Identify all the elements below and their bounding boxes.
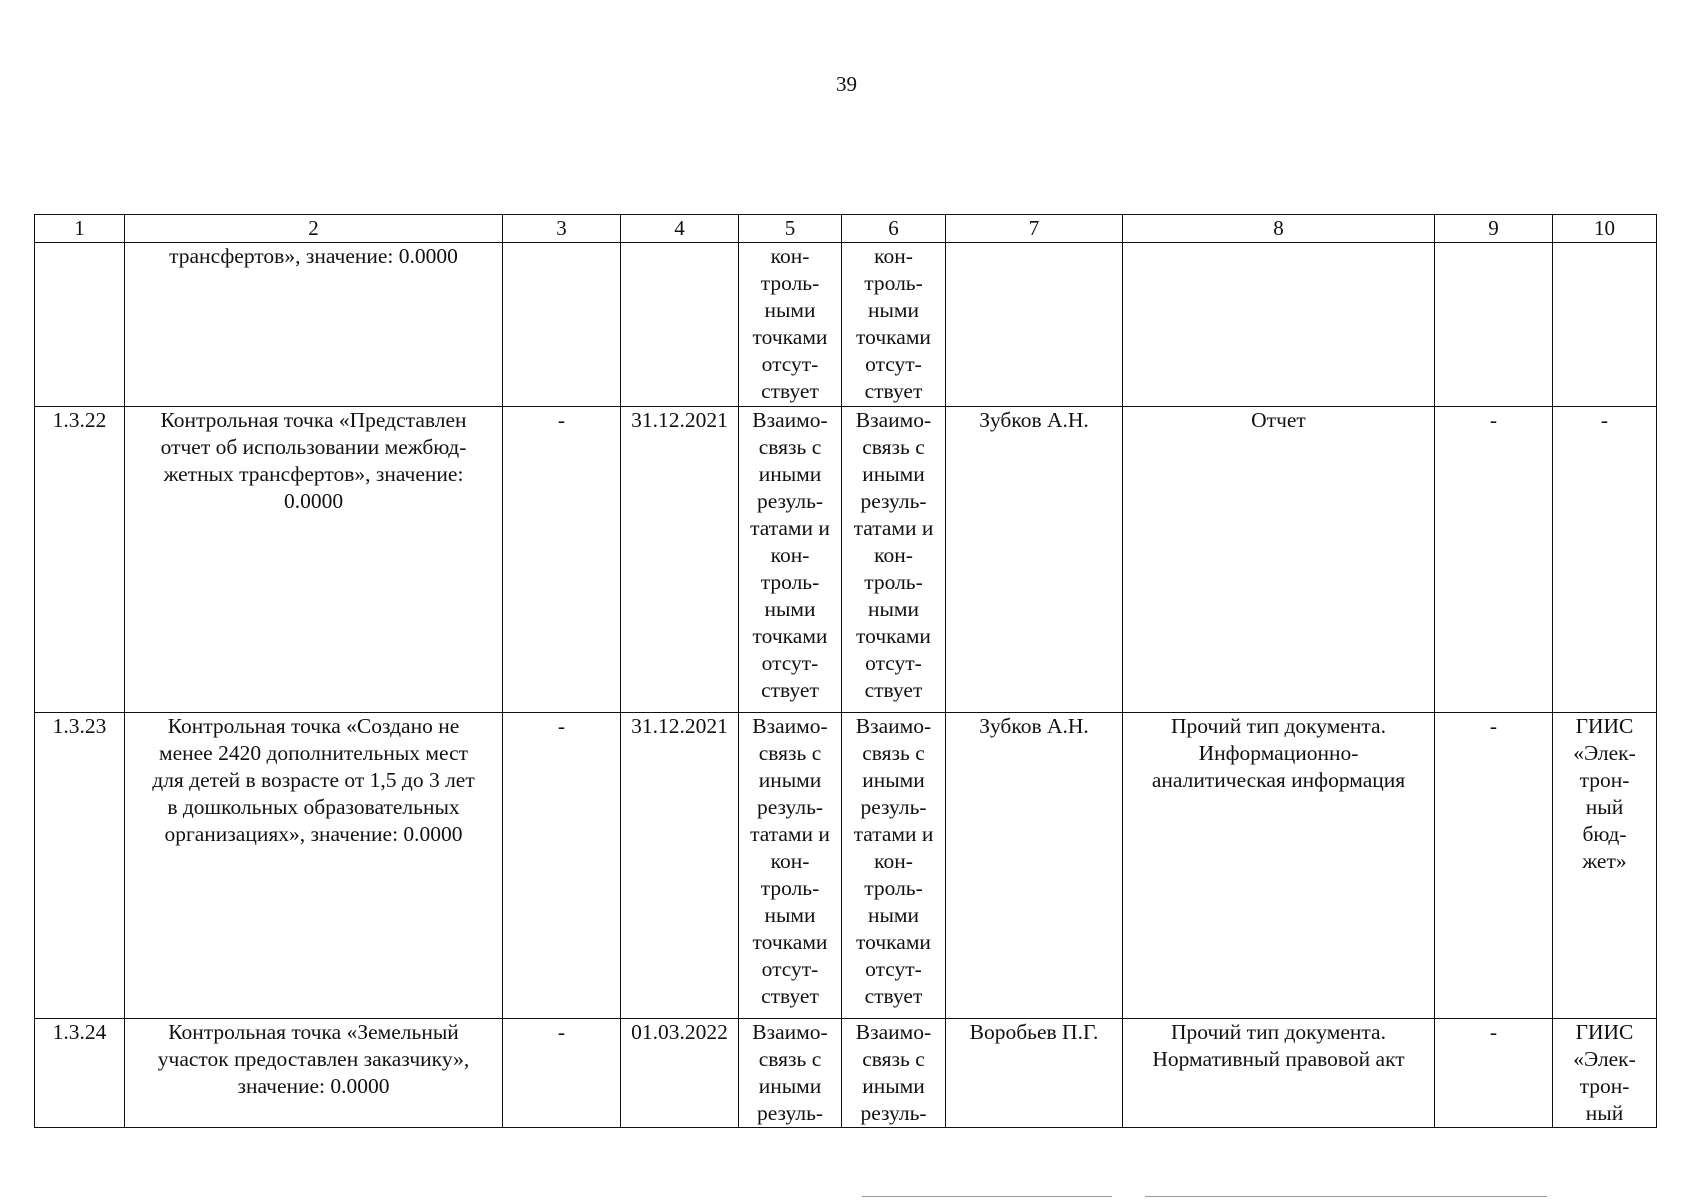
document-type: Прочий тип документа. Нормативный правовой акт	[1123, 1019, 1435, 1128]
column-header: 9	[1435, 215, 1553, 243]
scan-artifact-line	[862, 1196, 1112, 1197]
cell-col-9	[1435, 243, 1553, 407]
cell-col-9: -	[1435, 407, 1553, 713]
column-header: 5	[739, 215, 842, 243]
cell-col-6: Взаимо- связь с иными резуль- татами и кон- троль- ными точками отсут- ствует	[842, 713, 946, 1019]
column-header: 2	[125, 215, 503, 243]
control-point-name: трансфертов», значение: 0.0000	[125, 243, 503, 407]
responsible-person: Зубков А.Н.	[946, 407, 1123, 713]
table-row	[35, 1019, 1657, 1128]
cell-col-3: -	[503, 1019, 621, 1128]
table-row	[35, 713, 1657, 1019]
responsible-person: Воробьев П.Г.	[946, 1019, 1123, 1128]
cell-col-6: Взаимо- связь с иными резуль- татами и кон- троль- ными точками отсут- ствует	[842, 407, 946, 713]
row-number: 1.3.22	[35, 407, 125, 713]
control-point-name: Контрольная точка «Создано не менее 2420 дополнительных мест для детей в возрасте от 1,5 до 3 лет в дошкольных образовательных организациях», значение: 0.0000	[125, 713, 503, 1019]
cell-col-6: Взаимо- связь с иными резуль-	[842, 1019, 946, 1128]
due-date: 01.03.2022	[621, 1019, 739, 1128]
document-type: Прочий тип документа. Информационно- аналитическая информация	[1123, 713, 1435, 1019]
control-point-name: Контрольная точка «Земельный участок предоставлен заказчику», значение: 0.0000	[125, 1019, 503, 1128]
document-type: Отчет	[1123, 407, 1435, 713]
information-system: -	[1553, 407, 1657, 713]
due-date	[621, 243, 739, 407]
cell-col-5: Взаимо- связь с иными резуль- татами и кон- троль- ными точками отсут- ствует	[739, 713, 842, 1019]
control-points-table	[34, 214, 1657, 1128]
row-number	[35, 243, 125, 407]
column-number-row	[35, 215, 1657, 243]
table-row	[35, 407, 1657, 713]
cell-col-3: -	[503, 713, 621, 1019]
column-header: 1	[35, 215, 125, 243]
cell-col-5: Взаимо- связь с иными резуль-	[739, 1019, 842, 1128]
due-date: 31.12.2021	[621, 407, 739, 713]
scan-artifact-line	[1145, 1196, 1547, 1197]
document-type	[1123, 243, 1435, 407]
information-system: ГИИС «Элек- трон- ный	[1553, 1019, 1657, 1128]
column-header: 10	[1553, 215, 1657, 243]
row-number: 1.3.24	[35, 1019, 125, 1128]
information-system: ГИИС «Элек- трон- ный бюд- жет»	[1553, 713, 1657, 1019]
cell-col-5: Взаимо- связь с иными резуль- татами и кон- троль- ными точками отсут- ствует	[739, 407, 842, 713]
responsible-person	[946, 243, 1123, 407]
column-header: 6	[842, 215, 946, 243]
cell-col-9: -	[1435, 1019, 1553, 1128]
column-header: 7	[946, 215, 1123, 243]
information-system	[1553, 243, 1657, 407]
column-header: 4	[621, 215, 739, 243]
row-number: 1.3.23	[35, 713, 125, 1019]
table-row	[35, 243, 1657, 407]
control-point-name: Контрольная точка «Представлен отчет об использовании межбюд- жетных трансфертов», значение: 0.0000	[125, 407, 503, 713]
cell-col-5: кон- троль- ными точками отсут- ствует	[739, 243, 842, 407]
column-header: 8	[1123, 215, 1435, 243]
cell-col-3: -	[503, 407, 621, 713]
cell-col-6: кон- троль- ными точками отсут- ствует	[842, 243, 946, 407]
column-header: 3	[503, 215, 621, 243]
responsible-person: Зубков А.Н.	[946, 713, 1123, 1019]
due-date: 31.12.2021	[621, 713, 739, 1019]
cell-col-3	[503, 243, 621, 407]
page-number: 39	[836, 72, 857, 96]
cell-col-9: -	[1435, 713, 1553, 1019]
